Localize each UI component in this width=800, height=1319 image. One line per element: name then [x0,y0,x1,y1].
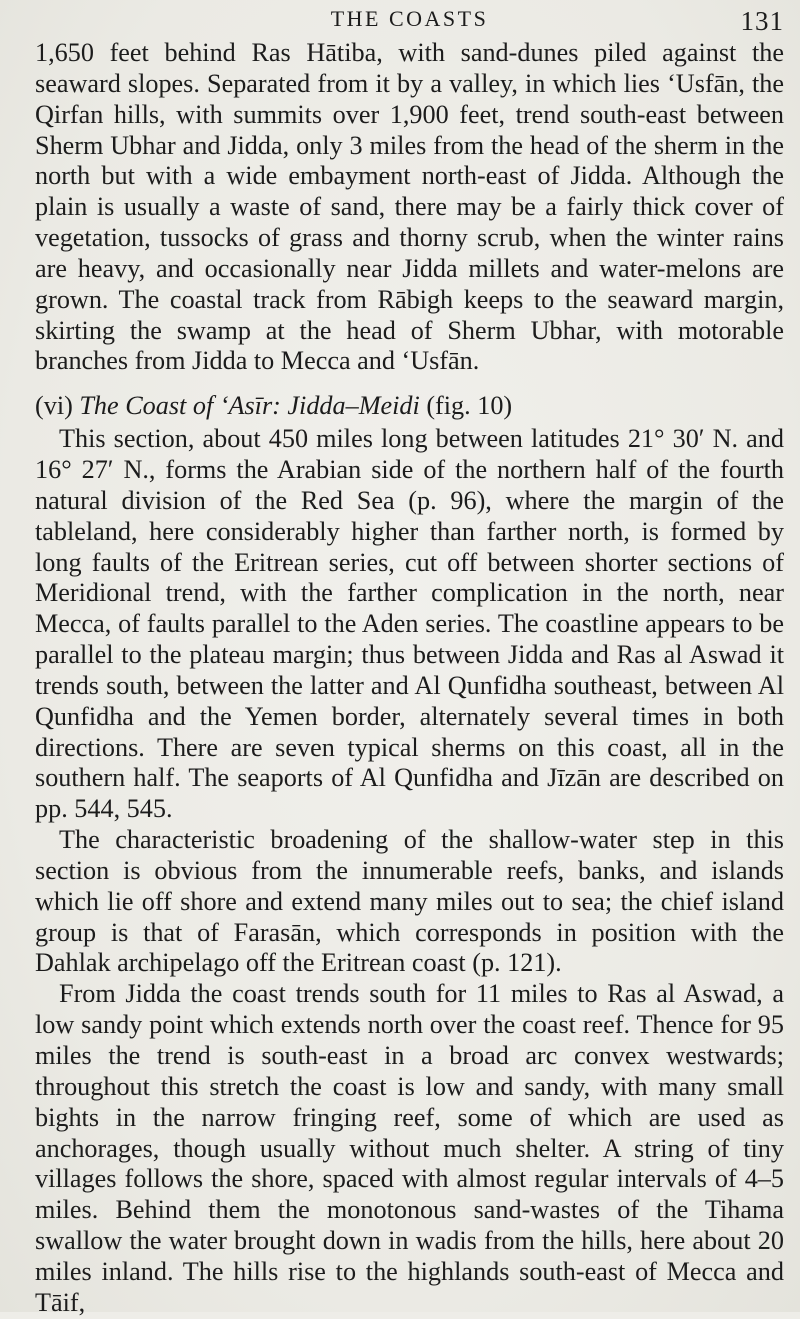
paragraph-continued: 1,650 feet behind Ras Hātiba, with sand-dunes piled against the seaward slopes. Separated from it by a valley, in which lies ‘Usfān, the Qirfan hills, with summits over 1,900 feet, trend south-east between Sherm Ubhar and Jidda, only 3 miles from the head of the sherm in the north but with a wide embayment north-east of Jidda. Although the plain is usually a waste of sand, there may be a fairly thick cover of vegetation, tussocks of grass and thorny scrub, when the winter rains are heavy, and occasionally near Jidda millets and water-melons are grown. The coastal track from Rābigh keeps to the seaward margin, skirting the swamp at the head of Sherm Ubhar, with motorable branches from Jidda to Mecca and ‘Usfān. [35,38,784,376]
section-figure-ref: (fig. 10) [426,391,513,421]
page-number: 131 [740,6,784,36]
paragraph: This section, about 450 miles long between latitudes 21° 30′ N. and 16° 27′ N., forms the Arabian side of the northern half of the fourth natural division of the Red Sea (p. 96), where the margin of the tableland, here considerably higher than farther north, is formed by long faults of the Eritrean series, cut off between shorter sections of Meridional trend, with the farther complication in the north, near Mecca, of faults parallel to the Aden series. The coastline appears to be parallel to the plateau margin; thus between Jidda and Ras al Aswad it trends south, between the latter and Al Qunfidha southeast, between Al Qunfidha and the Yemen border, alternately several times in both directions. There are seven typical sherms on this coast, all in the southern half. The seaports of Al Qunfidha and Jīzān are described on pp. 544, 545. [35,424,784,824]
section-number: (vi) [35,391,73,421]
paragraph: From Jidda the coast trends south for 11 miles to Ras al Aswad, a low sandy point which extends north over the coast reef. Thence for 95 miles the trend is south-east in a broad arc convex westwards; throughout this stretch the coast is low and sandy, with many small bights in the narrow fringing reef, some of which are used as anchorages, though usually without much shelter. A string of tiny villages follows the shore, spaced with almost regular intervals of 4–5 miles. Behind them the monotonous sand-wastes of the Tihama swallow the water brought down in wadis from the hills, here about 20 miles inland. The hills rise to the highlands south-east of Mecca and Tāif, [35,979,784,1317]
running-head [35,6,784,38]
paragraph: The characteristic broadening of the shallow-water step in this section is obvious from the innumerable reefs, banks, and islands which lie off shore and extend many miles out to sea; the chief island group is that of Farasān, which corresponds in position with the Dahlak archipelago off the Eritrean coast (p. 121). [35,825,784,978]
section-title: The Coast of ‘Asīr: Jidda–Meidi [79,391,420,421]
body-text [35,38,784,1319]
section-heading [35,391,784,422]
running-title: THE COASTS [330,6,489,31]
